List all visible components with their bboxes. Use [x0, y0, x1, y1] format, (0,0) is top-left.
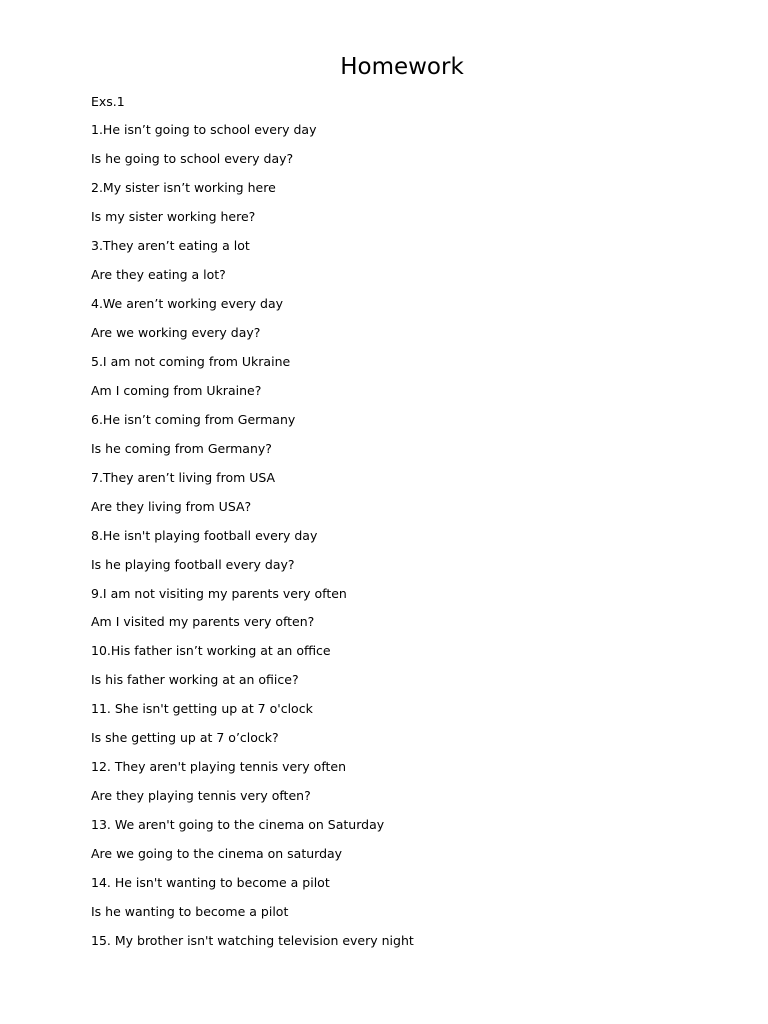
sentence-line: 14. He isn't wanting to become a pilot: [91, 875, 330, 891]
sentence-line: Are they living from USA?: [91, 498, 252, 514]
sentence-line: Am I visited my parents very often?: [91, 614, 315, 630]
sentence-line: Is my sister working here?: [91, 208, 256, 224]
sentence-line: 7.They aren’t living from USA: [91, 469, 276, 485]
sentence-line: Is she getting up at 7 o’clock?: [91, 730, 279, 746]
sentence-line: Are they playing tennis very often?: [91, 788, 311, 804]
sentence-line: 12. They aren't playing tennis very often: [91, 759, 347, 775]
sentence-line: 2.My sister isn’t working here: [91, 179, 276, 195]
sentence-line: 11. She isn't getting up at 7 o'clock: [91, 701, 313, 717]
sentence-line: Is he going to school every day?: [91, 150, 294, 166]
page-title: Homework: [340, 54, 464, 80]
sentence-line: 6.He isn’t coming from Germany: [91, 411, 296, 427]
sentence-line: Are we going to the cinema on saturday: [91, 846, 343, 862]
sentence-line: Is he playing football every day?: [91, 556, 295, 572]
sentence-line: 13. We aren't going to the cinema on Saturday: [91, 817, 385, 833]
sentence-line: 10.His father isn’t working at an office: [91, 643, 331, 659]
sentence-list: [91, 121, 414, 961]
sentence-line: Are they eating a lot?: [91, 266, 226, 282]
sentence-line: 8.He isn't playing football every day: [91, 527, 318, 543]
sentence-line: 5.I am not coming from Ukraine: [91, 353, 291, 369]
sentence-line: Is he wanting to become a pilot: [91, 904, 289, 920]
sentence-line: 9.I am not visiting my parents very often: [91, 585, 347, 601]
sentence-line: Is his father working at an ofiice?: [91, 672, 299, 688]
sentence-line: Are we working every day?: [91, 324, 261, 340]
sentence-line: 1.He isn’t going to school every day: [91, 122, 317, 137]
sentence-line: 15. My brother isn't watching television every night: [91, 933, 414, 949]
sentence-line: 3.They aren’t eating a lot: [91, 237, 250, 253]
exercise-label: Exs.1: [91, 94, 125, 109]
sentence-line: 4.We aren’t working every day: [91, 295, 284, 311]
sentence-line: Am I coming from Ukraine?: [91, 382, 262, 398]
sentence-line: Is he coming from Germany?: [91, 440, 272, 456]
